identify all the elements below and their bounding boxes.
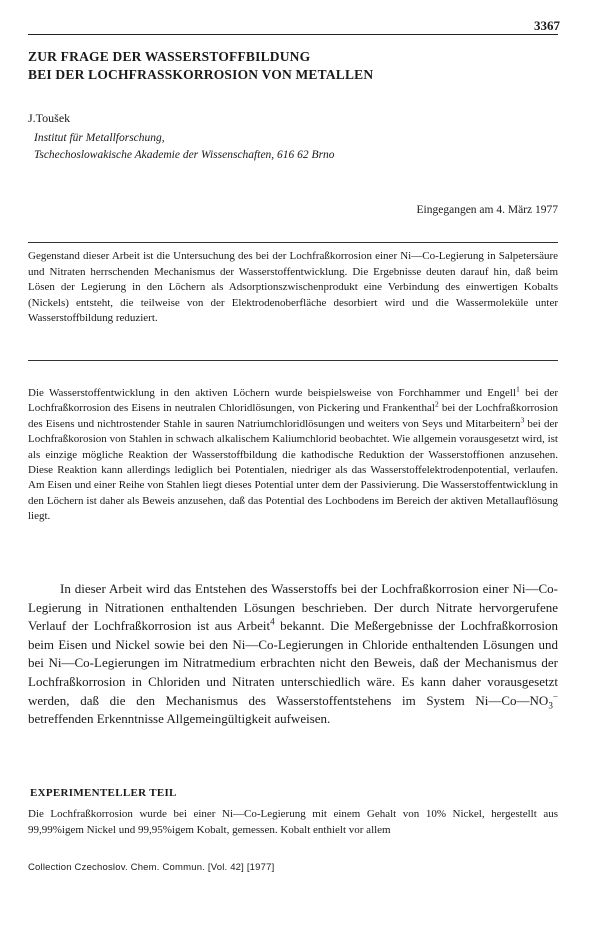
reference-1: 1: [516, 384, 520, 394]
received-date: Eingegangen am 4. März 1977: [416, 204, 558, 216]
abstract: Gegenstand dieser Arbeit ist die Untersuchung des bei der Lochfraßkorrosion einer Ni—Co-Legierung in Salpetersäure und Nitraten herrschenden Mechanismus der Wasserstoffentwicklung. Die Ergebnisse deuten darauf hin, daß beim Lösen der Legierung in den Löchern als Adsorptionszwischenprodukt eine Verbindung des einwertigen Kobalts (Nickels) entsteht, die teilweise von der Elektrodenoberfläche desorbiert wird und die Wassermoleküle unter Wasserstoffbildung reduziert.: [28, 250, 558, 325]
author-name: J.Toušek: [28, 111, 71, 125]
reference-4: 4: [270, 616, 275, 627]
abstract-rule-bottom: [28, 360, 558, 361]
journal-footer: Collection Czechoslov. Chem. Commun. [Vol. 42] [1977]: [28, 862, 275, 873]
reference-2: 2: [434, 399, 439, 409]
author-affiliation: [34, 130, 335, 164]
header-rule: [28, 34, 558, 35]
main-text-a: In dieser Arbeit wird das Entstehen des Wasserstoffs bei der Lochfraßkorrosion einer Ni—Co-Legierung in Nitrationen enthaltenden Lösungen beschrieben. Der durch Nitrate hervorgerufene Verlauf der Lochfraßkorrosion ist aus Arbeit: [28, 581, 558, 634]
reference-3: 3: [520, 415, 525, 425]
section-heading: EXPERIMENTELLER TEIL: [30, 787, 177, 799]
intro-text-d: bei der Lochfraßkorosion von Stahlen in schwach alkalischem Kaliumchlorid beobachtet. Wie allgemein vorausgesetzt wird, ist als einzige mögliche Reaktion der Wasserstoffbildung die kathodische Reduktion der Wasserstoffionen anzusehen. Diese Reaktion kann allerdings lediglich bei Potentialen, niedriger als das Wasserstoffelektrodenpotential, verlaufen. Am Eisen und einer Reihe von Stahlen liegt dieses Potential unter dem der Passivierung. Die Wasserstoffentwicklung in den Löchern ist daher als Beweis anzusehen, daß das Potential des Lochbodens im Bereich der aktiven Metallauflösung liegt.: [28, 417, 559, 523]
affiliation-line-1: Institut für Metallforschung,: [34, 132, 165, 144]
article-title: [28, 48, 568, 84]
experimental-paragraph: Die Lochfraßkorrosion wurde bei einer Ni—Co-Legierung mit einem Gehalt von 10% Nickel, hergestellt aus 99,99%igem Nickel und 99,95%igem Kobalt, gemessen. Kobalt enthielt vor allem: [28, 808, 558, 836]
intro-text-b: bei der Lochfraßkorrosion des Eisens in neutralen Chloridlösungen, von Pickering und Frankenthal: [28, 387, 558, 415]
title-line-2: BEI DER LOCHFRASSKORROSION VON METALLEN: [28, 67, 374, 82]
intro-text-a: Die Wasserstoffentwicklung in den aktiven Löchern wurde beispielsweise von Forchhammer und Engell: [28, 387, 517, 399]
main-paragraph: [28, 580, 558, 729]
page-number: 3367: [534, 18, 560, 33]
nitrate-charge: −: [552, 691, 558, 702]
nitrate-subscript: 3: [548, 700, 553, 711]
intro-text-c: bei der Lochfraßkorrosion des Eisens und nichtrostender Stahle in sauren Natriumchloridlösungen und weiters von Seys und Mitarbeitern: [28, 402, 558, 430]
intro-paragraph: [28, 386, 558, 525]
main-text-b: bekannt. Die Meßergebnisse der Lochfraßkorrosion beim Eisen und Nickel sowie bei den Ni—Co-Legierungen in Chloride enthaltenden Lösungen und bei Ni—Co-Legierungen im Nitratmedium erbrachten nicht den Beweis, daß der Mechanismus der Lochfraßkorrosion in Chloriden und Nitraten unterschiedlich wäre. Es kann daher vorausgesetzt werden, daß die den Mechanismus des Wasserstoffentstehens im System Ni—Co—NO: [28, 618, 558, 708]
affiliation-line-2: Tschechoslowakische Akademie der Wissenschaften, 616 62 Brno: [34, 149, 335, 161]
title-line-1: ZUR FRAGE DER WASSERSTOFFBILDUNG: [28, 49, 311, 64]
abstract-rule-top: [28, 242, 558, 243]
main-text-c: betreffenden Erkenntnisse Allgemeingültigkeit aufweisen.: [28, 711, 331, 727]
